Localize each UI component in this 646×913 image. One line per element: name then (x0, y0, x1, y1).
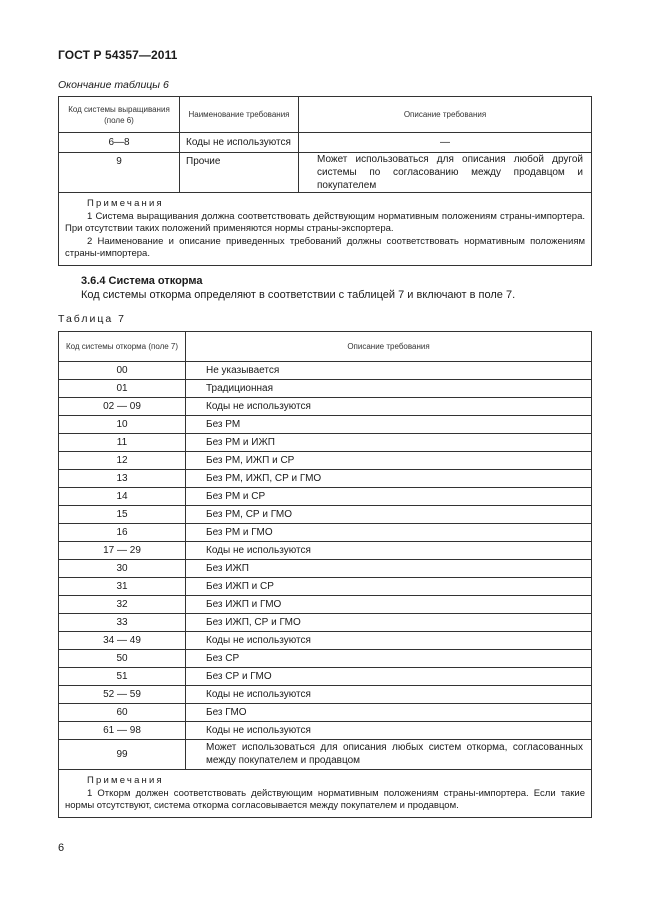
table-6 (58, 96, 592, 266)
table-row (59, 362, 592, 380)
table6-header-desc: Описание требования (299, 97, 592, 133)
table7-cell-desc: Без ГМО (186, 704, 592, 722)
table7-cell-desc: Не указывается (186, 362, 592, 380)
table6-note-1: 1 Система выращивания должна соответствовать действующим нормативным положениям страны-импортера. При отсутствии таких положений применяются нормы страны-экспортера. (65, 210, 585, 234)
table-row (59, 686, 592, 704)
table7-notes-title: Примечания (87, 775, 164, 786)
section-text: Код системы откорма определяют в соответствии с таблицей 7 и включают в поле 7. (81, 289, 516, 301)
section-title: 3.6.4 Система откорма (81, 275, 203, 287)
table7-cell-code: 14 (59, 488, 186, 506)
table-row (59, 668, 592, 686)
table7-cell-code: 00 (59, 362, 186, 380)
table7-cell-desc: Без ИЖП и ГМО (186, 596, 592, 614)
table-row (59, 650, 592, 668)
table6-notes (59, 193, 592, 266)
table7-cell-desc: Может использоваться для описания любых систем откорма, согласованных между покупателем и продавцом (186, 740, 592, 770)
table-row (59, 740, 592, 770)
table6-header-name: Наименование требования (180, 97, 299, 133)
table7-cell-code: 11 (59, 434, 186, 452)
table6-notes-title: Примечания (87, 198, 164, 209)
table-row (59, 488, 592, 506)
table7-cell-desc: Без СР (186, 650, 592, 668)
table7-cell-desc: Традиционная (186, 380, 592, 398)
table6-cell-name: Прочие (180, 153, 299, 193)
table7-cell-desc: Без РМ, ИЖП, СР и ГМО (186, 470, 592, 488)
table7-cell-code: 30 (59, 560, 186, 578)
table7-cell-desc: Без ИЖП и СР (186, 578, 592, 596)
table7-cell-code: 17 — 29 (59, 542, 186, 560)
table7-cell-code: 50 (59, 650, 186, 668)
table7-cell-code: 34 — 49 (59, 632, 186, 650)
table-row (59, 524, 592, 542)
page-number: 6 (58, 842, 65, 854)
table6-cell-code: 9 (59, 153, 180, 193)
table7-cell-code: 32 (59, 596, 186, 614)
table7-caption: Таблица 7 (58, 313, 126, 325)
table7-cell-desc: Без ИЖП, СР и ГМО (186, 614, 592, 632)
table7-cell-code: 12 (59, 452, 186, 470)
table7-cell-desc: Коды не используются (186, 542, 592, 560)
table-row (59, 578, 592, 596)
table7-cell-desc: Без РМ и ГМО (186, 524, 592, 542)
table-row (59, 560, 592, 578)
table-row (59, 722, 592, 740)
table7-cell-code: 51 (59, 668, 186, 686)
table7-cell-desc: Без РМ, ИЖП и СР (186, 452, 592, 470)
table6-cell-desc: — (299, 133, 592, 153)
table6-cell-desc: Может использоваться для описания любой другой системы по согласованию между продавцом и покупателем (299, 153, 592, 193)
table-7 (58, 331, 592, 818)
table7-cell-code: 10 (59, 416, 186, 434)
table7-cell-code: 31 (59, 578, 186, 596)
table7-cell-desc: Коды не используются (186, 722, 592, 740)
table-row (59, 133, 592, 153)
table-row (59, 153, 592, 193)
table7-cell-desc: Коды не используются (186, 632, 592, 650)
table7-cell-desc: Без СР и ГМО (186, 668, 592, 686)
table-row (59, 704, 592, 722)
table7-cell-code: 60 (59, 704, 186, 722)
table-row (59, 452, 592, 470)
table-row (59, 380, 592, 398)
table7-cell-code: 61 — 98 (59, 722, 186, 740)
table-row (59, 470, 592, 488)
table6-cell-name: Коды не используются (180, 133, 299, 153)
table-row (59, 434, 592, 452)
table-row (59, 632, 592, 650)
table7-cell-desc: Без РМ (186, 416, 592, 434)
table7-cell-code: 15 (59, 506, 186, 524)
document-header: ГОСТ Р 54357—2011 (58, 48, 178, 62)
table7-cell-desc: Без РМ и ИЖП (186, 434, 592, 452)
table6-note-2: 2 Наименование и описание приведенных требований должны соответствовать нормативным положениям страны-импортера. (65, 235, 585, 259)
table7-cell-desc: Коды не используются (186, 398, 592, 416)
table7-cell-code: 33 (59, 614, 186, 632)
table-row (59, 614, 592, 632)
table-row (59, 596, 592, 614)
table7-cell-code: 13 (59, 470, 186, 488)
table7-cell-desc: Без РМ и СР (186, 488, 592, 506)
table-row (59, 398, 592, 416)
table7-header-desc: Описание требования (186, 332, 592, 362)
table7-note-1: 1 Откорм должен соответствовать действующим нормативным положениям страны-импортера. Если такие нормы отсутствуют, система откорма согласовывается между покупателем и продавцом. (65, 787, 585, 811)
table6-header-code: Код системы выращивания (поле 6) (59, 97, 180, 133)
table7-cell-code: 01 (59, 380, 186, 398)
table-row (59, 542, 592, 560)
table7-notes (59, 770, 592, 818)
table7-cell-desc: Коды не используются (186, 686, 592, 704)
table7-header-code: Код системы откорма (поле 7) (59, 332, 186, 362)
table-row (59, 416, 592, 434)
table7-cell-desc: Без РМ, СР и ГМО (186, 506, 592, 524)
table6-cell-code: 6—8 (59, 133, 180, 153)
table7-cell-code: 16 (59, 524, 186, 542)
table-row (59, 506, 592, 524)
table6-caption: Окончание таблицы 6 (58, 79, 169, 91)
table7-cell-code: 99 (59, 740, 186, 770)
table7-cell-desc: Без ИЖП (186, 560, 592, 578)
table7-cell-code: 52 — 59 (59, 686, 186, 704)
table7-cell-code: 02 — 09 (59, 398, 186, 416)
